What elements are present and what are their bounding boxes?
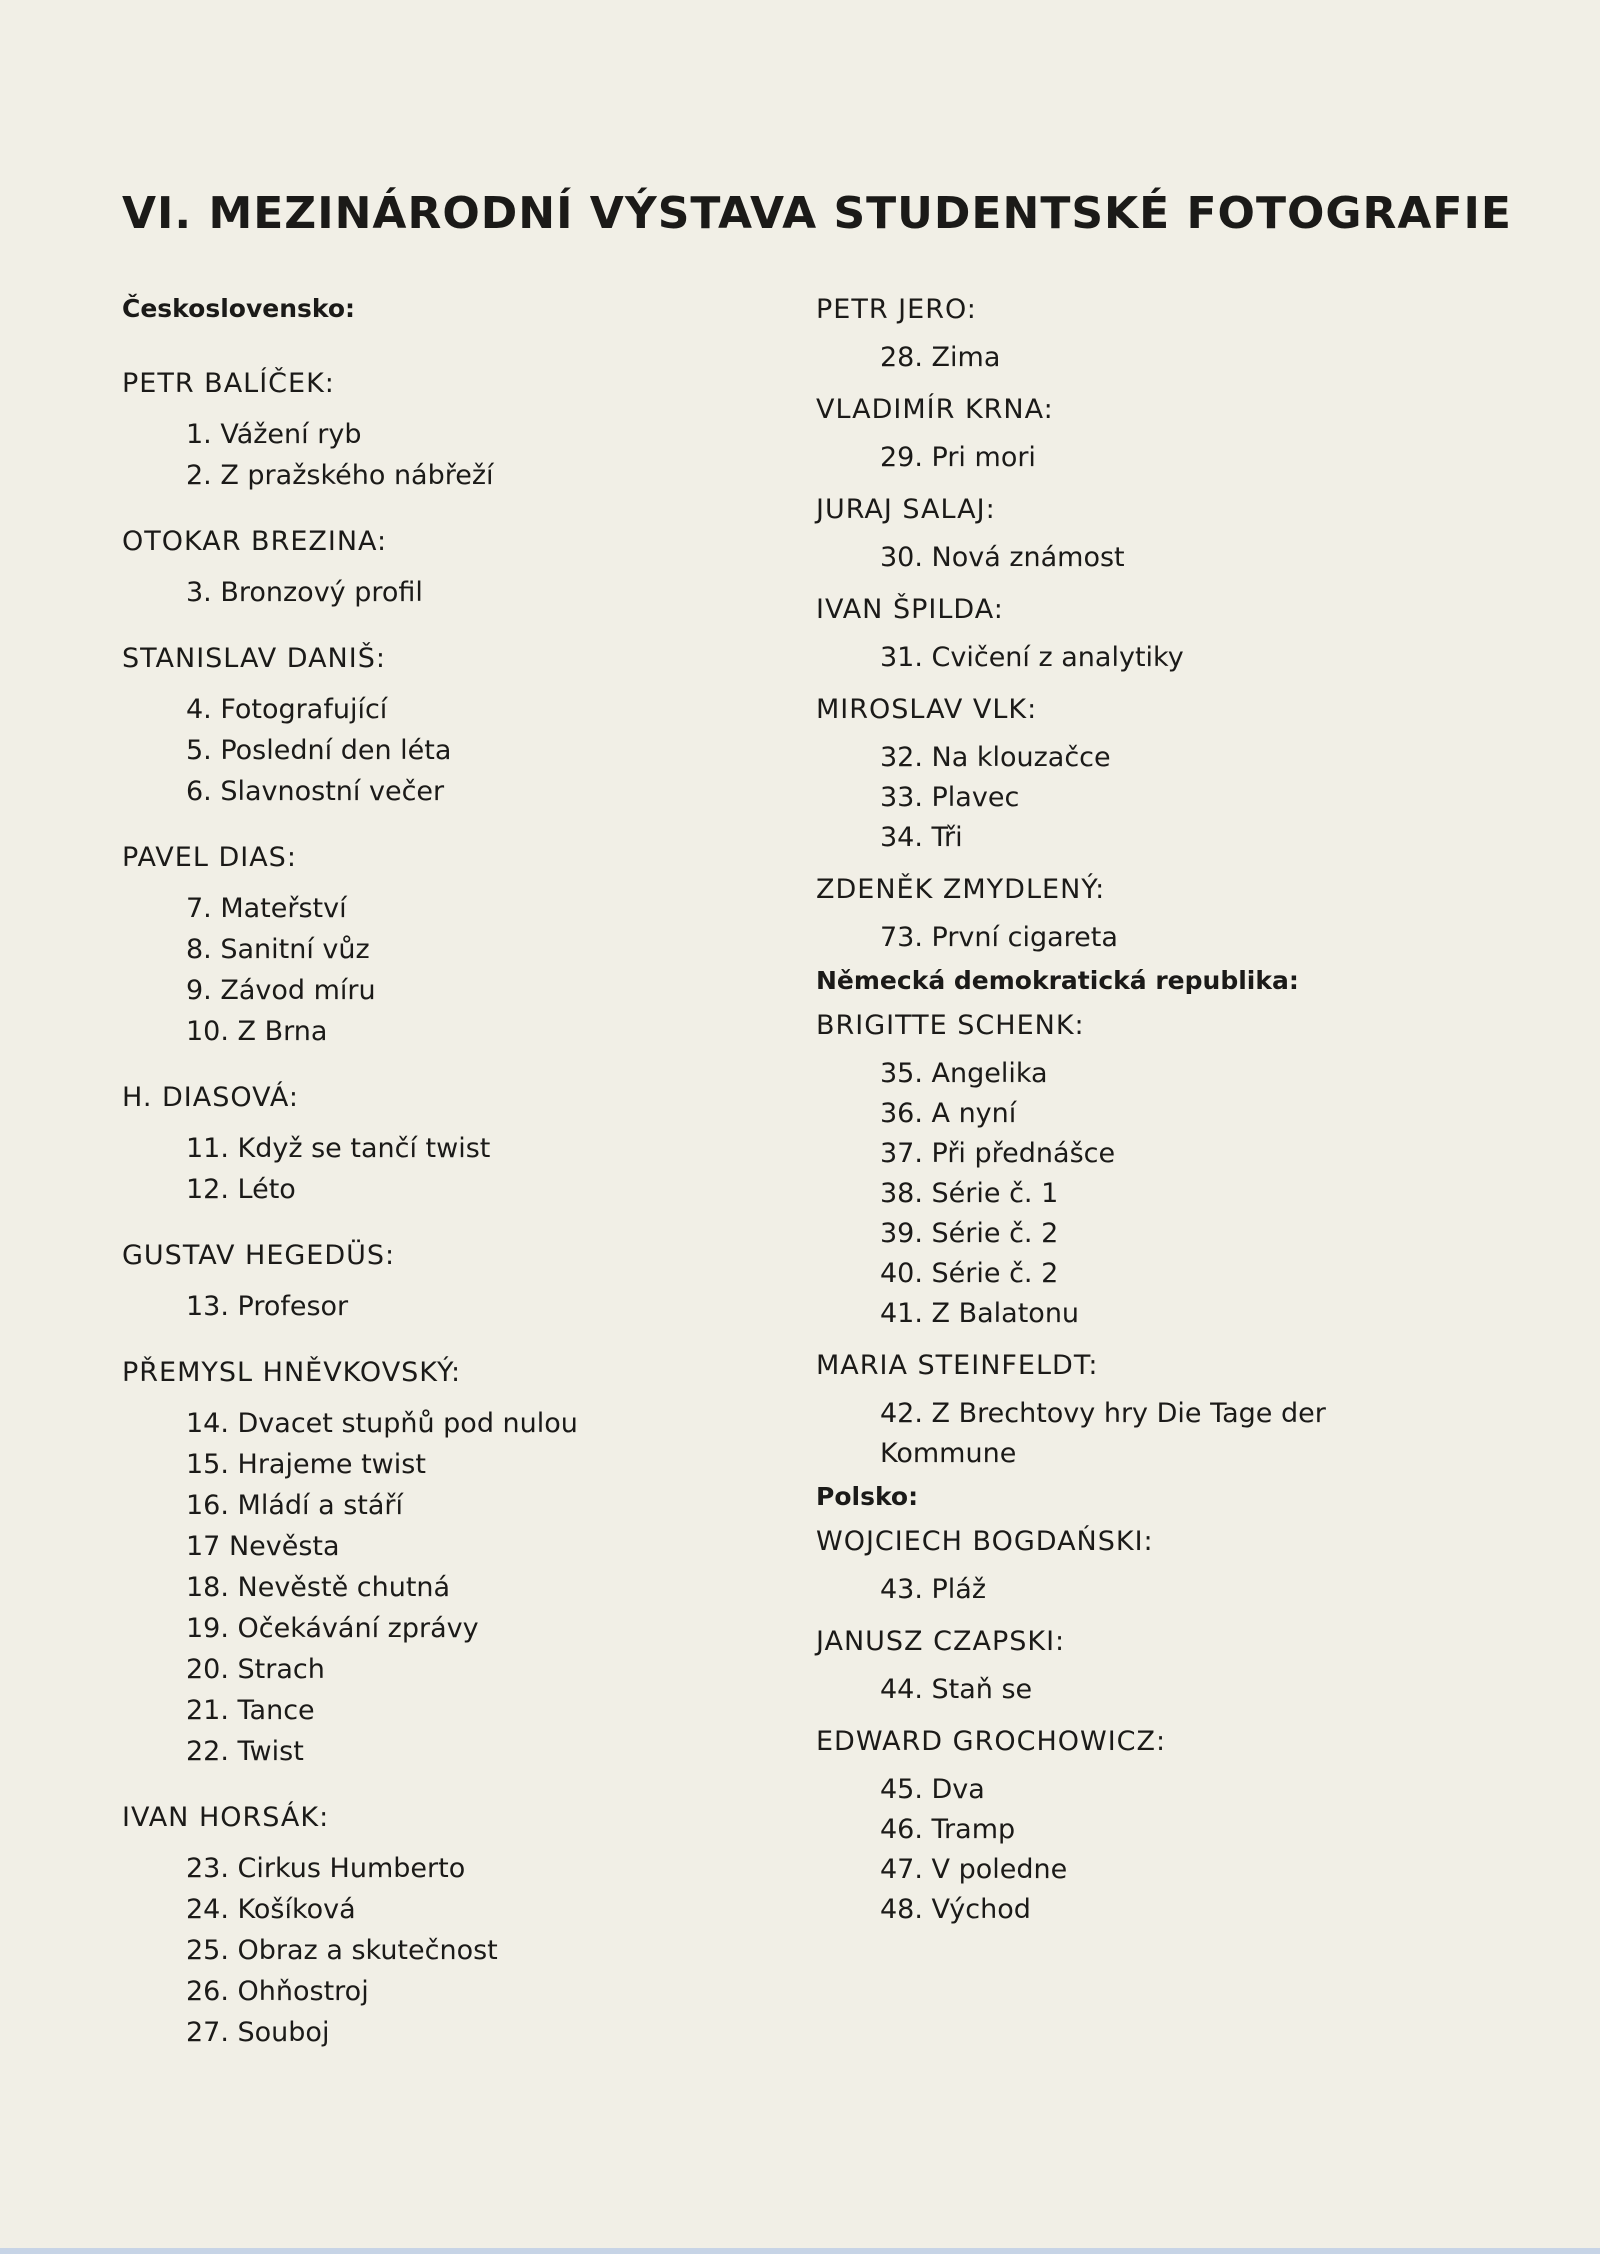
work-item: 13. Profesor bbox=[186, 1291, 349, 1322]
work-item: 6. Slavnostní večer bbox=[186, 776, 445, 807]
author-block bbox=[122, 1355, 742, 1772]
works-list bbox=[816, 918, 1456, 958]
author-block bbox=[816, 692, 1456, 858]
works-list bbox=[816, 1394, 1456, 1474]
work-item: 1. Vážení ryb bbox=[186, 419, 362, 450]
works-list bbox=[122, 1286, 742, 1327]
country-heading: Československo: bbox=[122, 294, 355, 323]
work-item: 17 Nevěsta bbox=[186, 1531, 340, 1562]
work-item: 30. Nová známost bbox=[880, 542, 1125, 573]
author-block bbox=[816, 1008, 1456, 1334]
author-block bbox=[816, 392, 1456, 478]
works-list bbox=[816, 638, 1456, 678]
author-block bbox=[816, 1624, 1456, 1710]
work-item: 11. Když se tančí twist bbox=[186, 1133, 491, 1164]
work-item: 34. Tři bbox=[880, 822, 963, 853]
work-item: 23. Cirkus Humberto bbox=[186, 1853, 466, 1884]
left-column bbox=[122, 292, 742, 2053]
work-item: 31. Cvičení z analytiky bbox=[880, 642, 1184, 673]
work-item: 2. Z pražského nábřeží bbox=[186, 460, 494, 491]
work-item: 24. Košíková bbox=[186, 1894, 356, 1925]
work-item: 38. Série č. 1 bbox=[880, 1178, 1059, 1209]
work-item: 15. Hrajeme twist bbox=[186, 1449, 426, 1480]
works-list bbox=[816, 338, 1456, 378]
work-item: 25. Obraz a skutečnost bbox=[186, 1935, 498, 1966]
work-item: Kommune bbox=[880, 1438, 1017, 1469]
works-list bbox=[816, 1770, 1456, 1930]
author-name: JURAJ SALAJ: bbox=[816, 494, 996, 525]
works-list bbox=[122, 689, 742, 812]
work-item: 47. V poledne bbox=[880, 1854, 1068, 1885]
author-name: VLADIMÍR KRNA: bbox=[816, 394, 1054, 425]
works-list bbox=[816, 538, 1456, 578]
work-item: 39. Série č. 2 bbox=[880, 1218, 1059, 1249]
works-list bbox=[122, 888, 742, 1052]
work-item: 10. Z Brna bbox=[186, 1016, 328, 1047]
author-block bbox=[122, 840, 742, 1052]
page-title: VI. MEZINÁRODNÍ VÝSTAVA STUDENTSKÉ FOTOGRAFIE bbox=[122, 188, 1512, 239]
country-heading: Polsko: bbox=[816, 1482, 919, 1511]
work-item: 20. Strach bbox=[186, 1654, 325, 1685]
work-item: 3. Bronzový profil bbox=[186, 577, 423, 608]
work-item: 27. Souboj bbox=[186, 2017, 330, 2048]
work-item: 7. Mateřství bbox=[186, 893, 347, 924]
author-block bbox=[122, 524, 742, 613]
author-block bbox=[816, 592, 1456, 678]
author-block bbox=[816, 1348, 1456, 1474]
works-list bbox=[122, 414, 742, 496]
author-name: STANISLAV DANIŠ: bbox=[122, 643, 386, 674]
right-group-list bbox=[816, 292, 1456, 1930]
work-item: 33. Plavec bbox=[880, 782, 1020, 813]
author-block bbox=[122, 1080, 742, 1210]
work-item: 36. A nyní bbox=[880, 1098, 1017, 1129]
works-list bbox=[816, 1570, 1456, 1610]
works-list bbox=[122, 1848, 742, 2053]
work-item: 40. Série č. 2 bbox=[880, 1258, 1059, 1289]
works-list bbox=[816, 738, 1456, 858]
author-name: GUSTAV HEGEDÜS: bbox=[122, 1240, 396, 1271]
work-item: 43. Pláž bbox=[880, 1574, 987, 1605]
author-block bbox=[816, 292, 1456, 378]
author-name: MIROSLAV VLK: bbox=[816, 694, 1038, 725]
work-item: 35. Angelika bbox=[880, 1058, 1048, 1089]
works-list bbox=[122, 1403, 742, 1772]
work-item: 46. Tramp bbox=[880, 1814, 1016, 1845]
author-name: ZDENĚK ZMYDLENÝ: bbox=[816, 874, 1106, 905]
work-item: 12. Léto bbox=[186, 1174, 296, 1205]
author-name: PAVEL DIAS: bbox=[122, 842, 297, 873]
author-block bbox=[816, 1524, 1456, 1610]
work-item: 14. Dvacet stupňů pod nulou bbox=[186, 1408, 578, 1439]
works-list bbox=[816, 1054, 1456, 1334]
work-item: 5. Poslední den léta bbox=[186, 735, 452, 766]
author-block bbox=[122, 1238, 742, 1327]
work-item: 48. Východ bbox=[880, 1894, 1031, 1925]
work-item: 32. Na klouzačce bbox=[880, 742, 1111, 773]
author-name: OTOKAR BREZINA: bbox=[122, 526, 388, 557]
work-item: 4. Fotografující bbox=[186, 694, 388, 725]
works-list bbox=[122, 572, 742, 613]
author-name: MARIA STEINFELDT: bbox=[816, 1350, 1099, 1381]
work-item: 73. První cigareta bbox=[880, 922, 1118, 953]
works-list bbox=[122, 1128, 742, 1210]
left-author-list bbox=[122, 366, 742, 2053]
country-heading: Německá demokratická republika: bbox=[816, 966, 1299, 995]
author-name: PETR BALÍČEK: bbox=[122, 368, 335, 399]
work-item: 16. Mládí a stáří bbox=[186, 1490, 404, 1521]
author-name: H. DIASOVÁ: bbox=[122, 1082, 299, 1113]
work-item: 19. Očekávání zprávy bbox=[186, 1613, 479, 1644]
work-item: 42. Z Brechtovy hry Die Tage der bbox=[880, 1398, 1326, 1429]
author-name: PŘEMYSL HNĚVKOVSKÝ: bbox=[122, 1357, 462, 1388]
work-item: 18. Nevěstě chutná bbox=[186, 1572, 451, 1603]
author-name: PETR JERO: bbox=[816, 294, 977, 325]
works-list bbox=[816, 1670, 1456, 1710]
work-item: 45. Dva bbox=[880, 1774, 985, 1805]
work-item: 21. Tance bbox=[186, 1695, 315, 1726]
author-block bbox=[816, 1724, 1456, 1930]
author-name: IVAN HORSÁK: bbox=[122, 1802, 330, 1833]
work-item: 37. Při přednášce bbox=[880, 1138, 1116, 1169]
author-block bbox=[122, 1800, 742, 2053]
work-item: 22. Twist bbox=[186, 1736, 304, 1767]
work-item: 8. Sanitní vůz bbox=[186, 934, 370, 965]
author-block bbox=[816, 492, 1456, 578]
bottom-edge-strip bbox=[0, 2248, 1600, 2254]
author-block bbox=[122, 366, 742, 496]
work-item: 41. Z Balatonu bbox=[880, 1298, 1080, 1329]
author-name: IVAN ŠPILDA: bbox=[816, 594, 1004, 625]
work-item: 9. Závod míru bbox=[186, 975, 376, 1006]
author-block bbox=[816, 872, 1456, 958]
work-item: 26. Ohňostroj bbox=[186, 1976, 369, 2007]
work-item: 29. Pri mori bbox=[880, 442, 1036, 473]
author-name: JANUSZ CZAPSKI: bbox=[816, 1626, 1066, 1657]
right-column bbox=[816, 292, 1456, 1930]
author-name: BRIGITTE SCHENK: bbox=[816, 1010, 1085, 1041]
author-name: WOJCIECH BOGDAŃSKI: bbox=[816, 1526, 1154, 1557]
author-name: EDWARD GROCHOWICZ: bbox=[816, 1726, 1167, 1757]
work-item: 28. Zima bbox=[880, 342, 1001, 373]
author-block bbox=[122, 641, 742, 812]
work-item: 44. Staň se bbox=[880, 1674, 1033, 1705]
works-list bbox=[816, 438, 1456, 478]
